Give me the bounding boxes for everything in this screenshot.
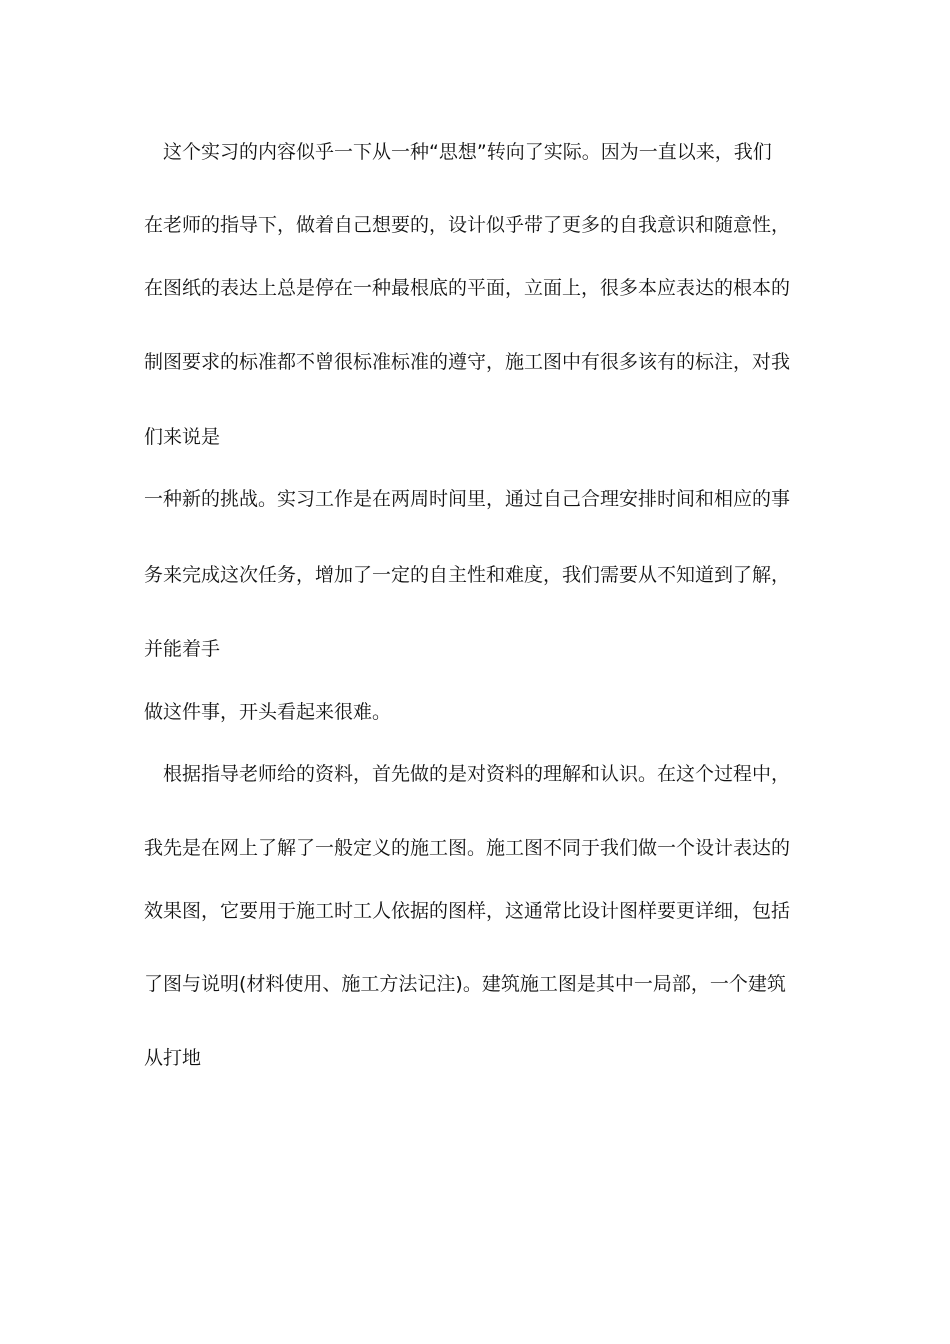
paragraph-2-line-3: 效果图，它要用于施工时工人依据的图样，这通常比设计图样要更详细，包括 (144, 900, 791, 922)
paragraph-1-line-6: 一种新的挑战。实习工作是在两周时间里，通过自己合理安排时间和相应的事 (144, 488, 791, 510)
paragraph-2-line-5: 从打地 (144, 1047, 202, 1069)
paragraph-1-line-9: 做这件事，开头看起来很难。 (144, 701, 392, 723)
paragraph-1-line-7: 务来完成这次任务，增加了一定的自主性和难度，我们需要从不知道到了解， (144, 564, 791, 586)
paragraph-1-line-5: 们来说是 (144, 426, 221, 448)
paragraph-1-line-3: 在图纸的表达上总是停在一种最根底的平面，立面上，很多本应表达的根本的 (144, 277, 791, 299)
paragraph-1-line-8: 并能着手 (144, 638, 221, 660)
paragraph-1-line-4: 制图要求的标准都不曾很标准标准的遵守，施工图中有很多该有的标注，对我 (144, 351, 791, 373)
paragraph-1-line-2: 在老师的指导下，做着自己想要的，设计似乎带了更多的自我意识和随意性， (144, 214, 791, 236)
paragraph-1-line-1: 这个实习的内容似乎一下从一种“思想”转向了实际。因为一直以来，我们 (163, 141, 772, 163)
paragraph-2-line-1: 根据指导老师给的资料，首先做的是对资料的理解和认识。在这个过程中， (163, 763, 791, 785)
paragraph-2-line-2: 我先是在网上了解了一般定义的施工图。施工图不同于我们做一个设计表达的 (144, 837, 791, 859)
paragraph-2-line-4: 了图与说明(材料使用、施工方法记注)。建筑施工图是其中一局部，一个建筑 (144, 973, 786, 995)
